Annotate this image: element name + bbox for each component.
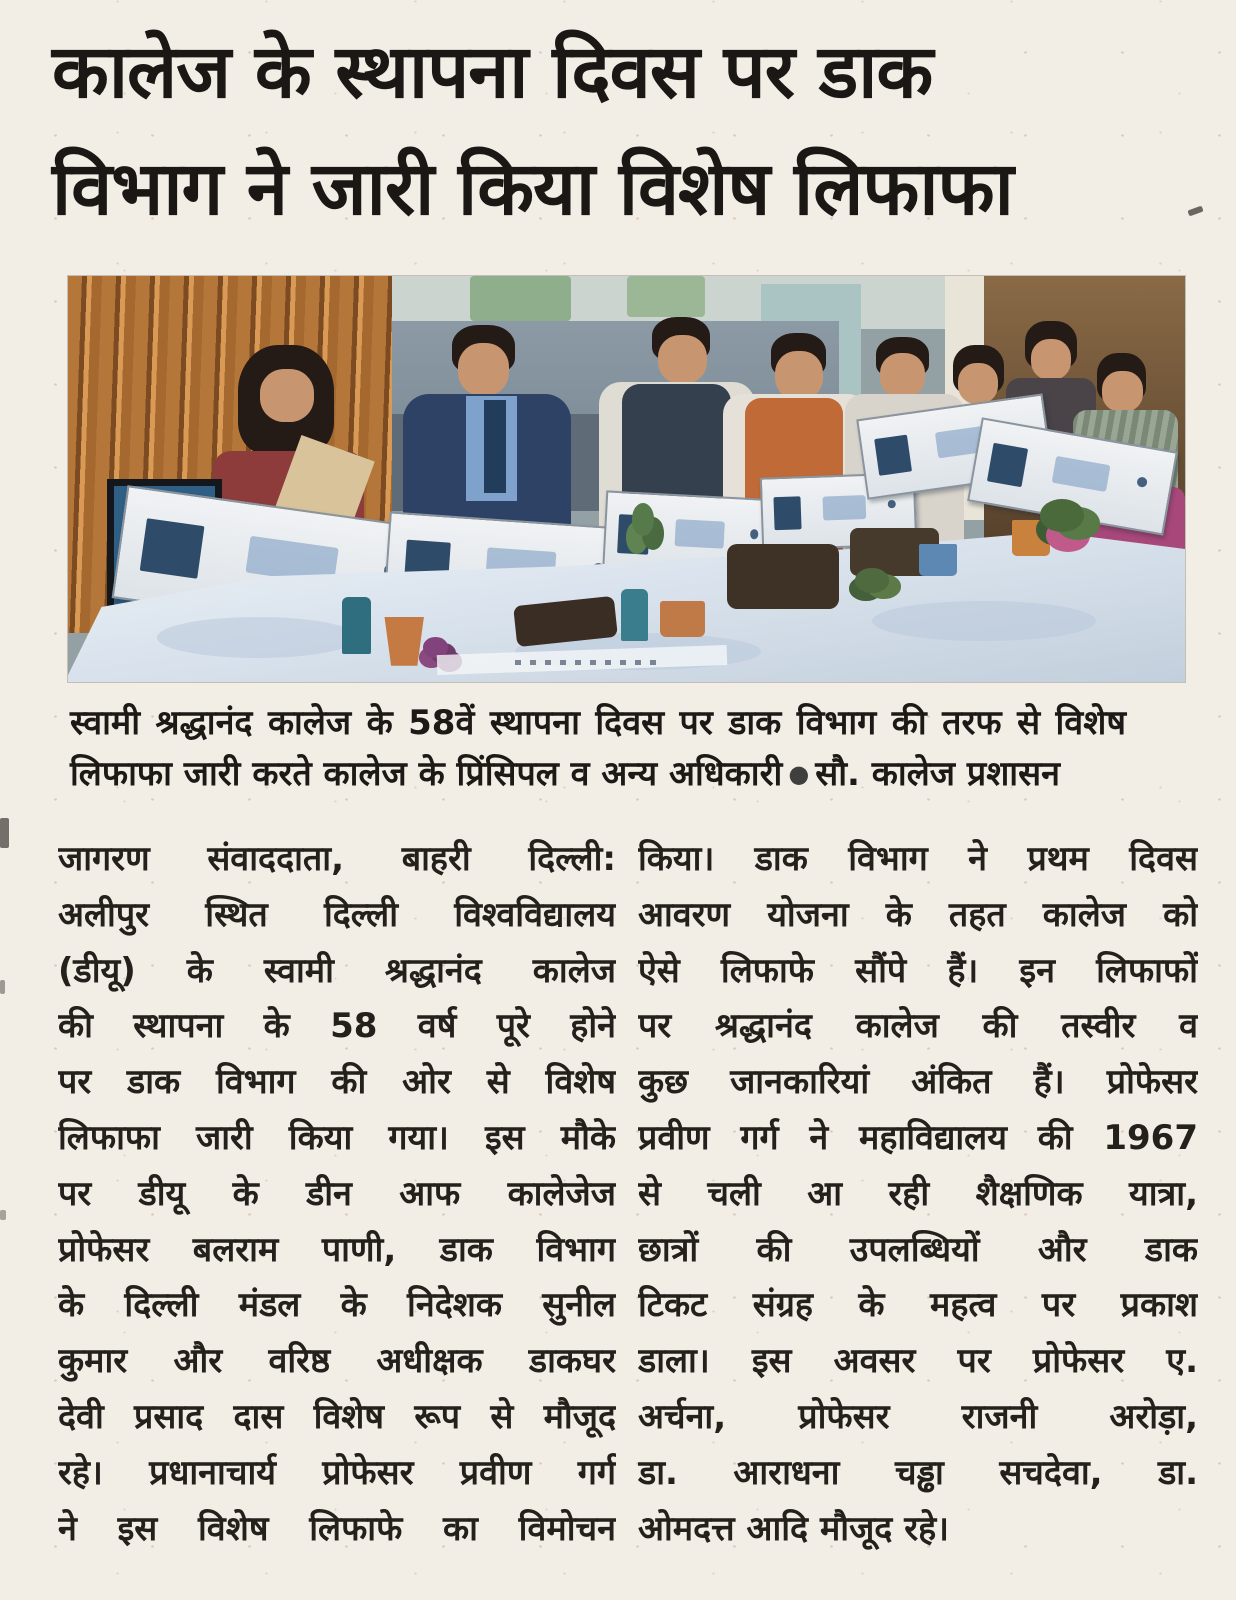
body-line: टिकट संग्रह के महत्व पर प्रकाश (638, 1285, 1198, 1326)
person6-face (958, 363, 998, 404)
envelope-stamp (140, 519, 204, 579)
scan-edge-mark (0, 818, 9, 848)
body-line: आवरण योजना के तहत कालेज को (638, 894, 1198, 935)
envelope-postmark (1136, 477, 1147, 488)
headline-line-1: कालेज के स्थापना दिवस पर डाक (52, 29, 933, 115)
body-line: अर्चना, प्रोफेसर राजनी अरोड़ा, (638, 1396, 1198, 1437)
body-line: पर डाक विभाग की ओर से विशेष (58, 1062, 616, 1103)
scan-edge-mark (0, 1210, 6, 1220)
body-line: अलीपुर स्थित दिल्ली विश्वविद्यालय (58, 894, 616, 935)
body-line: ओमदत्त आदि मौजूद रहे। (638, 1508, 950, 1549)
envelope-artwork (822, 495, 865, 520)
body-line: की स्थापना के 58 वर्ष पूरे होने (58, 1006, 616, 1047)
body-line: पर डीयू के डीन आफ कालेजेज (58, 1173, 616, 1214)
envelope-postmark (887, 500, 895, 509)
body-line: के दिल्ली मंडल के निदेशक सुनील (58, 1285, 616, 1326)
caption-line-1: स्वामी श्रद्धानंद कालेज के 58वें स्थापना दिवस पर डाक विभाग की तरफ से विशेष (70, 703, 1126, 743)
headline-line-2: विभाग ने जारी किया विशेष लिफाफा (52, 146, 1013, 232)
envelope-stamp (986, 443, 1027, 487)
person2-tie (484, 400, 506, 493)
person2-face (458, 343, 509, 396)
scan-edge-mark (0, 980, 5, 994)
caption-line-2-text: लिफाफा जारी करते कालेज के प्रिंसिपल व अन्य अधिकारी (70, 754, 783, 794)
body-line: (डीयू) के स्वामी श्रद्धानंद कालेज (58, 950, 616, 991)
wall-green-patch (627, 276, 705, 317)
tablecloth-shadow (872, 601, 1095, 642)
person8-face (1102, 371, 1142, 412)
person7-face (1031, 339, 1071, 380)
table-plant (855, 568, 889, 592)
blue-mug (919, 544, 957, 576)
body-line: से चली आ रही शैक्षणिक यात्रा, (638, 1173, 1198, 1214)
person3-face (658, 335, 707, 384)
tablecloth-writing (515, 660, 660, 666)
body-line: डा. आराधना चड्ढा सचदेवा, डा. (638, 1452, 1198, 1493)
body-line: कुछ जानकारियां अंकित हैं। प्रोफेसर (638, 1062, 1198, 1103)
body-line: ने इस विशेष लिफाफे का विमोचन (58, 1508, 616, 1549)
body-line: पर श्रद्धानंद कालेज की तस्वीर व (638, 1006, 1198, 1047)
article-headline (52, 14, 1204, 248)
body-line: प्रोफेसर बलराम पाणी, डाक विभाग (58, 1229, 616, 1270)
envelope-postmark (750, 529, 759, 539)
person5-face (880, 353, 925, 398)
body-line: ऐसे लिफाफे सौंपे हैं। इन लिफाफों (638, 950, 1198, 991)
water-bottle (342, 597, 371, 654)
article-column-right (638, 832, 1198, 1557)
dateline: जागरण संवाददाता, बाहरी दिल्ली: (58, 839, 616, 879)
body-line: देवी प्रसाद दास विशेष रूप से मौजूद (58, 1396, 616, 1437)
water-bottle (621, 589, 648, 642)
credit-bullet-icon: ● (788, 760, 810, 788)
body-line: छात्रों की उपलब्धियों और डाक (638, 1229, 1198, 1270)
article-column-left (58, 832, 616, 1557)
bouquet (1040, 499, 1085, 531)
person4-face (775, 351, 823, 400)
wall-green-patch (470, 276, 571, 321)
news-photo (68, 276, 1185, 682)
envelope-artwork (1052, 456, 1111, 493)
body-line: किया। डाक विभाग ने प्रथम दिवस (638, 839, 1198, 879)
tablecloth-shadow (157, 617, 358, 658)
caption-line-2 (70, 749, 1126, 800)
photo-credit: सौ. कालेज प्रशासन (815, 754, 1060, 794)
envelope-stamp (773, 496, 801, 530)
envelope-stamp (874, 435, 912, 476)
body-line: डाला। इस अवसर पर प्रोफेसर ए. (638, 1341, 1198, 1382)
terracotta-cup (660, 601, 705, 638)
body-line: रहे। प्रधानाचार्य प्रोफेसर प्रवीण गर्ग (58, 1452, 616, 1493)
photo-caption (70, 698, 1126, 800)
envelope-artwork (675, 519, 725, 549)
body-line: कुमार और वरिष्ठ अधीक्षक डाकघर (58, 1341, 616, 1382)
body-line: प्रवीण गर्ग ने महाविद्यालय की 1967 (638, 1117, 1198, 1158)
leather-bag (727, 544, 839, 609)
person1-face (260, 369, 314, 422)
body-line: लिफाफा जारी किया गया। इस मौके (58, 1117, 616, 1158)
